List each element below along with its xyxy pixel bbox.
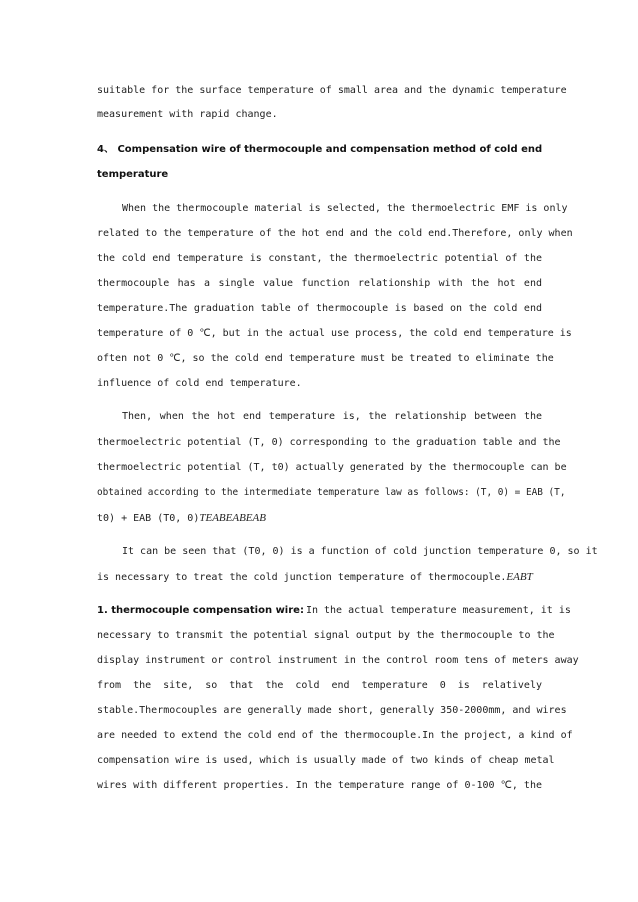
paragraph-line: are needed to extend the cold end of the thermocouple.In the project, a kind of: [97, 730, 573, 741]
subsection-lead: 1. thermocouple compensation wire:: [97, 605, 304, 616]
paragraph-line: compensation wire is used, which is usually made of two kinds of cheap metal: [97, 755, 555, 766]
paragraph-line: often not 0 ℃, so the cold end temperature must be treated to eliminate the: [97, 353, 554, 364]
paragraph-line: thermocouple has a single value function relationship with the hot end: [97, 278, 542, 289]
formula-text: t0) + EAB (T0, 0): [97, 513, 200, 524]
paragraph-line: measurement with rapid change.: [97, 109, 278, 120]
sentence-text: In the actual temperature measurement, it is: [305, 605, 571, 616]
paragraph-line: display instrument or control instrument in the control room tens of meters away: [97, 655, 579, 666]
paragraph-line: When the thermocouple material is selected, the thermoelectric EMF is only: [122, 203, 568, 214]
paragraph-line: [97, 604, 571, 618]
paragraph-line: thermoelectric potential (T, 0) corresponding to the graduation table and the: [97, 437, 561, 448]
paragraph-line: obtained according to the intermediate temperature law as follows: (T, 0) = EAB (T,: [97, 487, 566, 498]
formula-italic-text: TEABEABEAB: [199, 512, 266, 524]
paragraph-line: temperature.The graduation table of thermocouple is based on the cold end: [97, 303, 542, 314]
paragraph-line: necessary to transmit the potential signal output by the thermocouple to the: [97, 630, 555, 641]
paragraph-line: the cold end temperature is constant, the thermoelectric potential of the: [97, 253, 542, 264]
paragraph-line: [97, 570, 542, 585]
paragraph-line: suitable for the surface temperature of small area and the dynamic temperature: [97, 85, 567, 96]
paragraph-line: thermoelectric potential (T, t0) actually generated by the thermocouple can be: [97, 462, 567, 473]
paragraph-line: related to the temperature of the hot end and the cold end.Therefore, only when: [97, 228, 573, 239]
paragraph-line: wires with different properties. In the temperature range of 0-100 ℃, the: [97, 780, 542, 791]
section-heading: 4、 Compensation wire of thermocouple and compensation method of cold end: [97, 144, 543, 155]
formula-italic-text: EABT: [506, 571, 533, 583]
paragraph-line: Then, when the hot end temperature is, the relationship between the: [122, 411, 542, 422]
paragraph-line: [97, 511, 542, 526]
sentence-text: is necessary to treat the cold junction temperature of thermocouple.: [97, 572, 507, 583]
paragraph-line: temperature of 0 ℃, but in the actual use process, the cold end temperature is: [97, 328, 572, 339]
paragraph-line: from the site, so that the cold end temperature 0 is relatively: [97, 680, 542, 691]
paragraph-line: influence of cold end temperature.: [97, 378, 302, 389]
paragraph-line: stable.Thermocouples are generally made short, generally 350-2000mm, and wires: [97, 705, 567, 716]
section-heading: temperature: [97, 169, 169, 180]
paragraph-line: It can be seen that (T0, 0) is a function of cold junction temperature 0, so it: [122, 546, 598, 557]
